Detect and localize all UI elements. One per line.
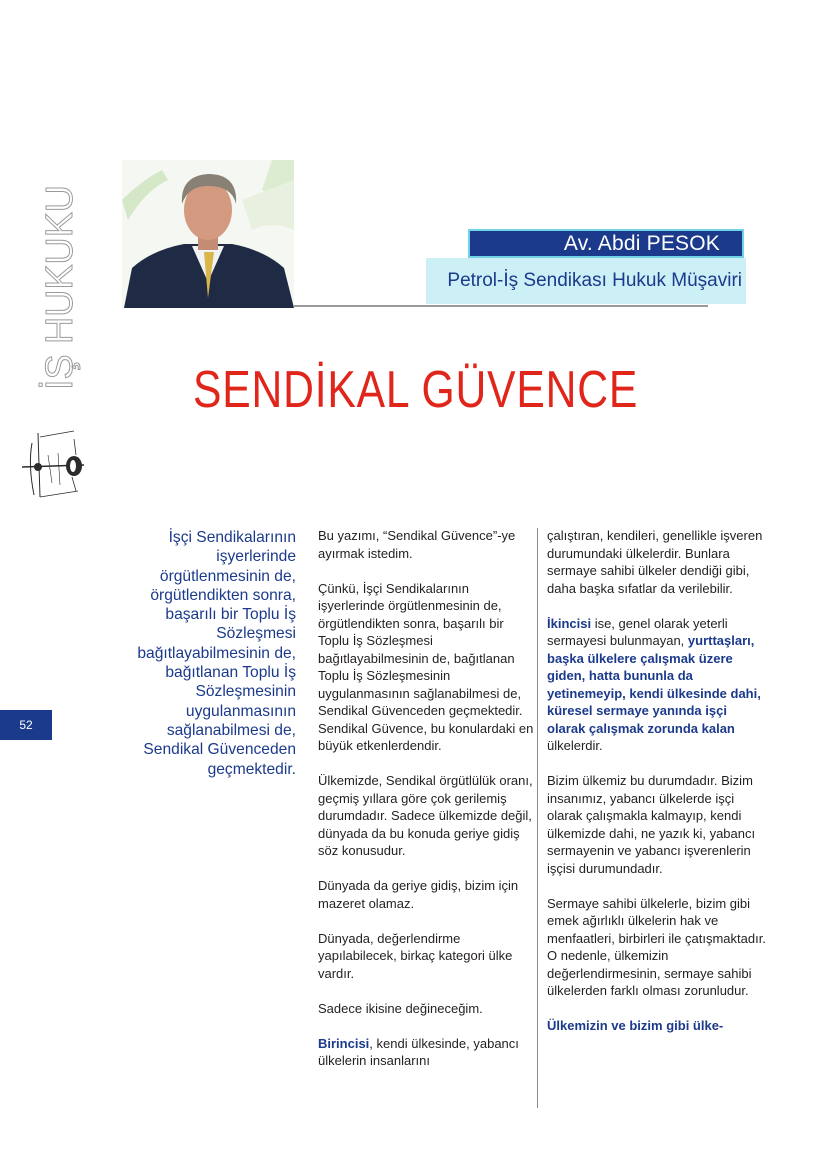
justice-scale-logo [18, 425, 88, 505]
highlight-text: İkincisi [547, 615, 592, 631]
highlight-text: Birincisi [318, 1035, 370, 1051]
author-name: Av. Abdi PESOK [468, 229, 744, 258]
column-divider [537, 528, 538, 1108]
paragraph: çalıştıran, kendileri, genellikle işveren durumundaki ülkelerdir. Bunlara sermaye sahibi ülkeler dendiği gibi, daha başka sıfatlar da verilebilir. [547, 528, 763, 596]
paragraph [318, 1035, 538, 1070]
author-title: Petrol-İş Sendikası Hukuk Müşaviri [426, 258, 746, 304]
paragraph-text: ülkelerdir. [547, 738, 603, 753]
highlight-text: Ülkemizin ve bizim gibi ülke- [547, 1018, 724, 1033]
author-photo [122, 160, 294, 308]
highlight-text: yurttaşları, başka ülkelere çalışmak üzere giden, hatta bununla da yetinemeyip, kendi ülkesinde dahi, küresel sermaye yanında işçi olarak çalışmak zorunda kalan [547, 633, 761, 736]
paragraph: Bu yazımı, “Sendikal Güvence”-ye ayırmak istedim. [318, 528, 516, 561]
paragraph: Dünyada, değerlendirme yapılabilecek, birkaç kategori ülke vardır. [318, 930, 513, 981]
paragraph-text: , kendi ülkesinde, yabancı ülkelerin insanlarını [318, 1035, 519, 1068]
page-number: 52 [0, 710, 52, 740]
paragraph-text: ise, genel olarak yeterli sermayesi bulunmayan, [547, 615, 728, 648]
paragraph: Sermaye sahibi ülkelerle, bizim gibi emek ağırlıklı ülkelerin hak ve menfaatleri, birbirleri ile çatışmaktadır. O nedenle, ülkemizin değerlendirmesinin, sermaye sahibi ülkelerden farklı olması zorunludur. [547, 895, 766, 998]
section-label-text: İŞ HUKUKU [39, 183, 81, 390]
article-column-2 [547, 527, 767, 1052]
paragraph: Çünkü, İşçi Sendikalarının işyerlerinde örgütlenmesinin de, örgütlendikten sonra, başarılı bir Toplu İş Sözleşmesi bağıtlayabilmesinin de, bağıtlanan Toplu İş Sözleşmesinin uygulanmasının sağlanabilmesi de, Sendikal Güvenceden geçmektedir. Sendikal Güvence, bu konulardaki en büyük etkenlerdendir. [318, 580, 534, 753]
paragraph: Bizim ülkemiz bu durumdadır. Bizim insanımız, yabancı ülkelerde işçi olarak çalışmakla kalmayıp, kendi ülkemizde dahi, ne yazık ki, yabancı sermayenin ve yabancı işverenlerin işçisi durumundadır. [547, 773, 756, 876]
paragraph [547, 1017, 767, 1035]
paragraph: Sadece ikisine değineceğim. [318, 1000, 483, 1016]
paragraph [547, 615, 767, 755]
paragraph: Dünyada da geriye gidiş, bizim için mazeret olamaz. [318, 878, 519, 911]
article-lead: İşçi Sendikalarının işyerlerinde örgütlenmesinin de, örgütlendikten sonra, başarılı bir Toplu İş Sözleşmesi bağıtlayabilmesinin de, bağıtlanan Toplu İş Sözleşmesinin uygulanmasının sağlanabilmesi de, Sendikal Güvenceden geçmektedir. [137, 529, 296, 778]
article-title: SENDİKAL GÜVENCE [192, 361, 639, 419]
paragraph: Ülkemizde, Sendikal örgütlülük oranı, geçmiş yıllara göre çok gerilemiş durumdadır. Sadece ülkemizde değil, dünyada da bu konuda geriye gidiş söz konusudur. [318, 773, 533, 858]
header-rule [294, 305, 708, 307]
article-column-1 [318, 527, 538, 1087]
